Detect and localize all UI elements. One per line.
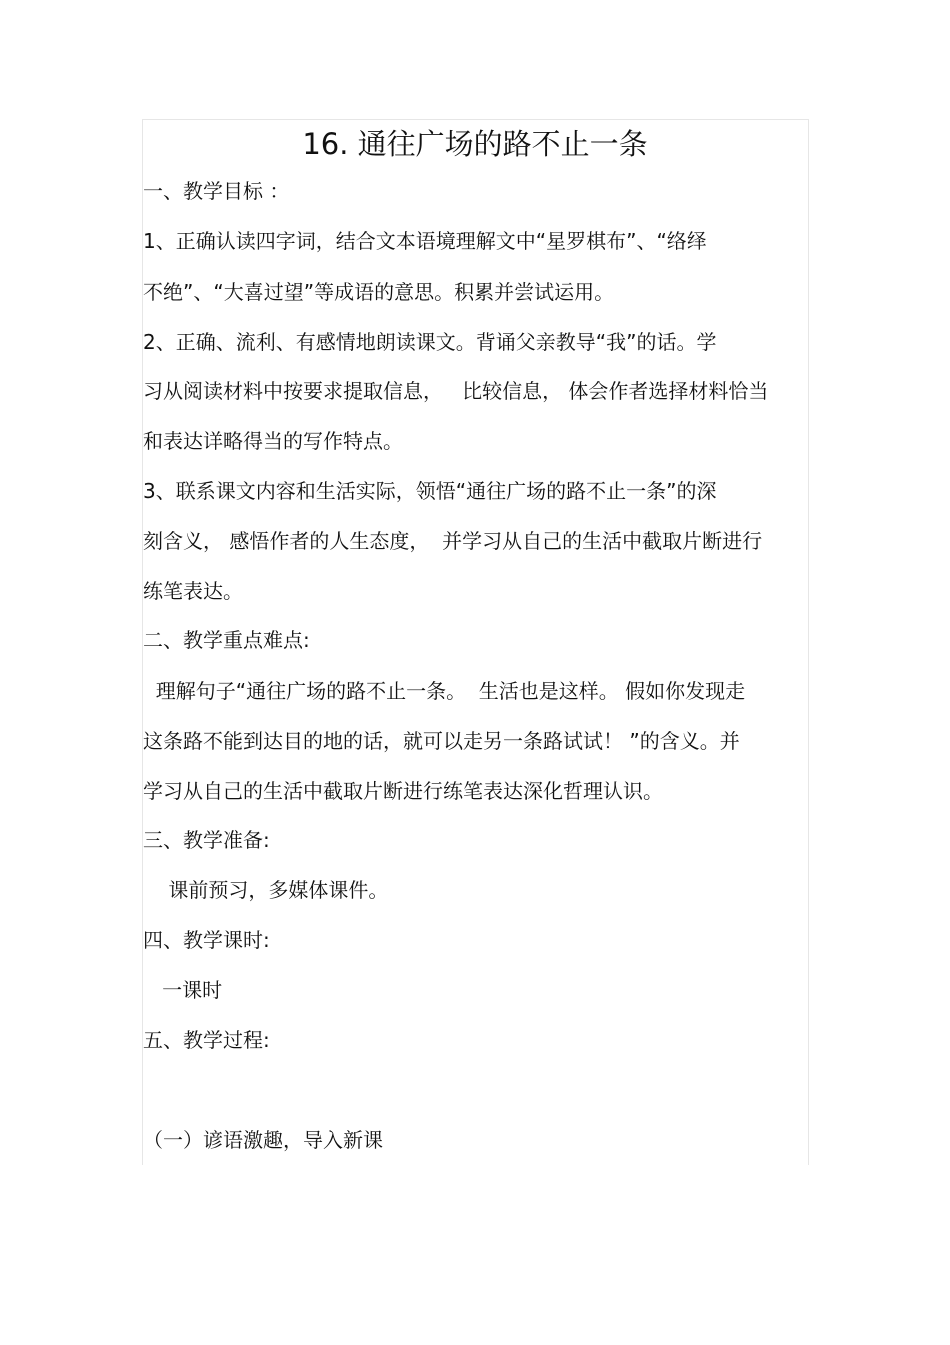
process-step-1: （一）谚语激趣，导入新课 [143,1128,383,1152]
objective-3-line-3: 练笔表达。 [143,579,243,603]
objective-3-line-2: 刻含义， 感悟作者的人生态度， 并学习从自己的生活中截取片断进行 [143,529,763,553]
section-heading-process: 五、教学过程: [143,1028,270,1052]
key-points-line-2: 这条路不能到达目的地的话，就可以走另一条路试试！ ”的含义。并 [143,729,740,753]
objective-3-line-1: 3、联系课文内容和生活实际，领悟“通往广场的路不止一条”的深 [143,479,717,503]
objective-2-line-3: 和表达详略得当的写作特点。 [143,429,403,453]
objective-1-line-2: 不绝”、“大喜过望”等成语的意思。积累并尝试运用。 [143,280,615,304]
key-points-line-3: 学习从自己的生活中截取片断进行练笔表达深化哲理认识。 [143,779,663,803]
objective-1-line-1: 1、正确认读四字词，结合文本语境理解文中“星罗棋布”、“络绎 [143,229,707,253]
section-heading-class-hours: 四、教学课时: [143,928,270,952]
preparation-text: 课前预习，多媒体课件。 [143,878,389,902]
lesson-title: 16. 通往广场的路不止一条 [302,127,648,161]
key-points-line-1: 理解句子“通往广场的路不止一条。 生活也是这样。 假如你发现走 [143,679,746,703]
objective-2-line-2: 习从阅读材料中按要求提取信息， 比较信息， 体会作者选择材料恰当 [143,379,769,403]
objective-2-line-1: 2、正确、流利、有感情地朗读课文。背诵父亲教导“我”的话。学 [143,330,717,354]
class-hours-text: 一课时 [143,978,223,1002]
section-heading-key-points: 二、教学重点难点: [143,628,310,652]
section-heading-objectives: 一、教学目标 ： [143,179,290,203]
section-heading-preparation: 三、教学准备: [143,828,270,852]
